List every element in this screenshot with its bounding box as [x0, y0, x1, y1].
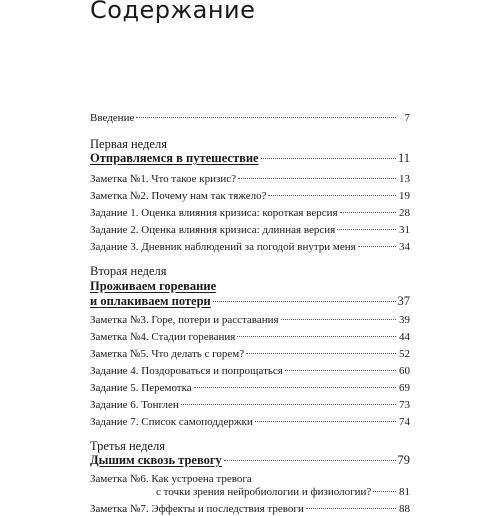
leader-dots — [340, 212, 396, 213]
toc-entry-label: Заметка №7. Эффекты и последствия тревоги — [90, 503, 304, 515]
toc-entry-page: 60 — [399, 365, 410, 377]
leader-dots — [285, 370, 396, 371]
toc-entry-page: 13 — [399, 173, 410, 185]
toc-entry-page: 81 — [399, 486, 410, 498]
toc-entry-page: 44 — [399, 331, 410, 343]
toc-entry[interactable] — [90, 348, 410, 361]
leader-dots — [181, 404, 396, 405]
week-heading-line-1: Проживаем горевание — [90, 279, 217, 293]
week-heading[interactable] — [90, 454, 410, 467]
leader-dots — [261, 158, 396, 159]
toc-entry-page: 19 — [399, 190, 410, 202]
leader-dots — [194, 387, 396, 388]
leader-dots — [255, 421, 396, 422]
leader-dots — [238, 178, 396, 179]
toc-entry-page: 69 — [399, 382, 410, 394]
toc-entry-label: Заметка №6. Как устроена тревога — [90, 473, 252, 485]
toc-entry-label: Задание 1. Оценка влияния кризиса: короткая версия — [90, 207, 338, 219]
toc-entry-multiline-first[interactable] — [90, 473, 410, 486]
toc-entry-intro[interactable] — [90, 112, 410, 125]
toc-entry[interactable] — [90, 382, 410, 395]
leader-dots — [373, 491, 396, 492]
leader-dots — [337, 229, 396, 230]
toc-entry-label: Задание 4. Поздороваться и попрощаться — [90, 365, 283, 377]
leader-dots — [213, 301, 396, 302]
week-label: Первая неделя — [90, 137, 167, 151]
toc-entry-label: Задание 5. Перемотка — [90, 382, 192, 394]
week-heading-text: и оплакиваем потери — [90, 294, 211, 308]
toc-entry[interactable] — [90, 224, 410, 237]
toc-entry[interactable] — [90, 399, 410, 412]
toc-entry-page: 31 — [399, 224, 410, 236]
toc-entry-label: Заметка №5. Что делать с горем? — [90, 348, 245, 360]
toc-entry-page: 39 — [399, 314, 410, 326]
toc-entry-label: Заметка №4. Стадии горевания — [90, 331, 236, 343]
toc-entry-label: Заметка №1. Что такое кризис? — [90, 173, 237, 185]
toc-entry-page: 52 — [399, 348, 410, 360]
toc-entry[interactable] — [90, 314, 410, 327]
toc-entry-label: Заметка №3. Горе, потери и расставания — [90, 314, 279, 326]
leader-dots — [281, 319, 396, 320]
toc-entry[interactable] — [90, 365, 410, 378]
toc-entry[interactable] — [90, 207, 410, 220]
week-heading[interactable] — [90, 152, 410, 165]
leader-dots — [224, 460, 396, 461]
week-label: Третья неделя — [90, 439, 165, 453]
week-heading-text: Отправляемся в путешествие — [90, 151, 259, 165]
toc-entry-page: 37 — [397, 294, 410, 308]
toc-entry[interactable] — [90, 486, 410, 499]
toc-entry-label: Задание 6. Тонглен — [90, 399, 179, 411]
toc-entry-label: Заметка №2. Почему нам так тяжело? — [90, 190, 267, 202]
toc-entry[interactable] — [90, 331, 410, 344]
toc-entry-page: 79 — [397, 453, 410, 467]
toc-entry[interactable] — [90, 190, 410, 203]
toc-entry-label: Задание 7. Список самоподдержки — [90, 416, 253, 428]
leader-dots — [358, 246, 396, 247]
toc-entry-page: 28 — [399, 207, 410, 219]
toc-entry-label: Введение — [90, 112, 135, 124]
week-heading-text: Дышим сквозь тревогу — [90, 453, 222, 467]
toc-entry-page: 34 — [399, 241, 410, 253]
toc-entry-page: 7 — [404, 112, 410, 124]
toc-entry-label-continued: с точки зрения нейробиологии и физиологии? — [156, 486, 372, 498]
page-title: Содержание — [90, 0, 256, 24]
toc-entry-page: 73 — [399, 399, 410, 411]
week-label: Вторая неделя — [90, 264, 167, 278]
toc-entry-page: 74 — [399, 416, 410, 428]
toc-entry-page: 11 — [397, 151, 410, 165]
leader-dots — [268, 195, 396, 196]
toc-entry-page: 88 — [399, 503, 410, 515]
leader-dots — [237, 336, 396, 337]
toc-entry[interactable] — [90, 173, 410, 186]
toc-entry[interactable] — [90, 503, 410, 516]
leader-dots — [306, 508, 396, 509]
toc-entry-label: Задание 2. Оценка влияния кризиса: длинная версия — [90, 224, 336, 236]
week-heading[interactable] — [90, 295, 410, 308]
toc-entry[interactable] — [90, 416, 410, 429]
toc-entry[interactable] — [90, 241, 410, 254]
toc-entry-label: Задание 3. Дневник наблюдений за погодой внутри меня — [90, 241, 356, 253]
leader-dots — [246, 353, 396, 354]
leader-dots — [136, 117, 396, 118]
